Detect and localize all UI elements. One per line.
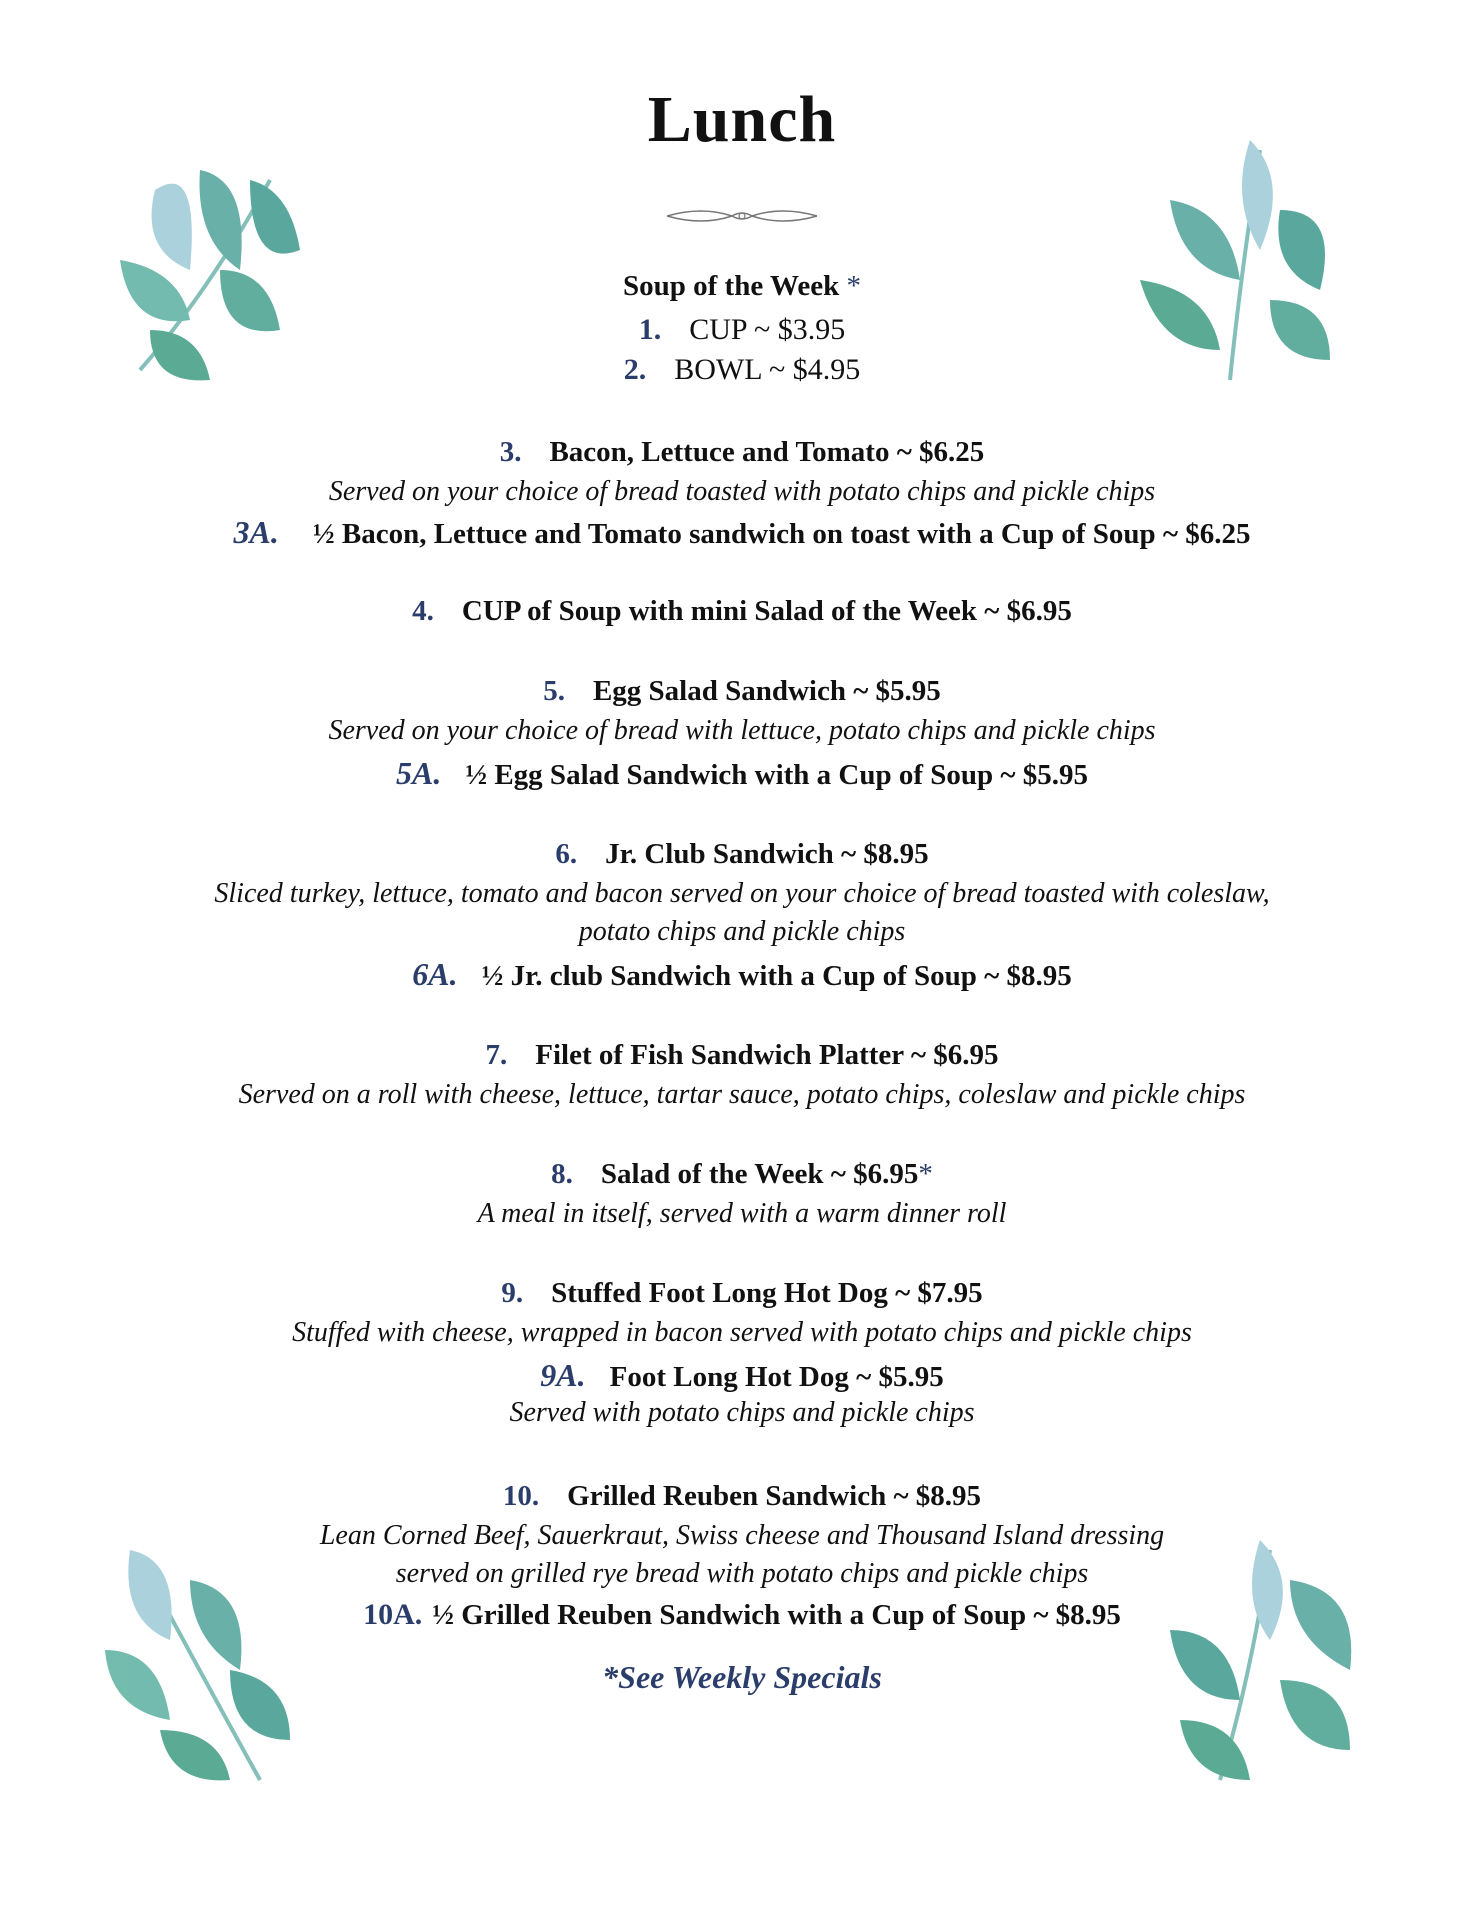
- item-asterisk: *: [918, 1158, 933, 1190]
- item-label: Stuffed Foot Long Hot Dog ~ $7.95: [551, 1277, 983, 1309]
- item-number: 9A.: [540, 1357, 586, 1393]
- item-number: 5.: [543, 675, 565, 707]
- page-title: Lunch: [647, 83, 837, 156]
- menu-item: [0, 516, 1484, 549]
- menu-item: [0, 677, 1484, 706]
- item-label: Jr. Club Sandwich ~ $8.95: [605, 838, 929, 870]
- item-description: potato chips and pickle chips: [578, 916, 906, 947]
- item-number: 3A.: [233, 514, 279, 550]
- menu-item: [0, 1160, 1484, 1189]
- item-label: ½ Jr. club Sandwich with a Cup of Soup ~ $8.95: [481, 960, 1072, 992]
- item-description: Served on your choice of bread with lettuce, potato chips and pickle chips: [328, 715, 1156, 746]
- menu-item: [0, 958, 1484, 991]
- item-label: ½ Bacon, Lettuce and Tomato sandwich on toast with a Cup of Soup ~ $6.25: [312, 518, 1251, 550]
- soup-option: [0, 315, 1484, 345]
- soup-asterisk: *: [846, 270, 861, 302]
- item-number: 10.: [502, 1480, 540, 1512]
- item-number: 9.: [501, 1277, 524, 1309]
- item-number: 8.: [551, 1158, 573, 1190]
- soup-heading: [0, 272, 1484, 301]
- ornament-divider-icon: [662, 204, 822, 228]
- soup-option: [0, 355, 1484, 385]
- soup-option-label: CUP ~ $3.95: [689, 313, 846, 346]
- item-number: 6A.: [412, 956, 458, 992]
- item-description: served on grilled rye bread with potato chips and pickle chips: [395, 1558, 1089, 1589]
- item-description: Served on a roll with cheese, lettuce, tartar sauce, potato chips, coleslaw and pickle chips: [238, 1079, 1246, 1110]
- soup-option-number: 1.: [638, 313, 662, 346]
- weekly-specials-note: *See Weekly Specials: [602, 1659, 882, 1695]
- item-description: Served on your choice of bread toasted with potato chips and pickle chips: [328, 476, 1156, 507]
- item-label: Foot Long Hot Dog ~ $5.95: [609, 1361, 944, 1393]
- item-label: Bacon, Lettuce and Tomato ~ $6.25: [549, 436, 985, 468]
- menu-item: [0, 1279, 1484, 1308]
- soup-option-number: 2.: [623, 353, 647, 386]
- item-label: ½ Egg Salad Sandwich with a Cup of Soup ~ $5.95: [465, 759, 1088, 791]
- item-description: A meal in itself, served with a warm dinner roll: [477, 1198, 1007, 1229]
- menu-item: [0, 1041, 1484, 1070]
- menu-item: [0, 1600, 1484, 1630]
- menu-item: [0, 597, 1484, 626]
- menu-item: [0, 840, 1484, 869]
- item-description: Served with potato chips and pickle chips: [509, 1397, 975, 1428]
- item-label: CUP of Soup with mini Salad of the Week ~ $6.95: [461, 595, 1072, 627]
- item-number: 6.: [555, 838, 578, 870]
- item-label: Salad of the Week ~ $6.95: [600, 1158, 919, 1190]
- item-number: 3.: [499, 436, 522, 468]
- item-number: 5A.: [396, 755, 442, 791]
- menu-item: [0, 1359, 1484, 1392]
- soup-heading-label: Soup of the Week: [623, 270, 840, 302]
- menu-item: [0, 1482, 1484, 1511]
- item-description: Stuffed with cheese, wrapped in bacon served with potato chips and pickle chips: [292, 1317, 1192, 1348]
- item-number: 4.: [412, 595, 434, 627]
- item-label: Filet of Fish Sandwich Platter ~ $6.95: [535, 1039, 999, 1071]
- menu-item: [0, 438, 1484, 467]
- soup-option-label: BOWL ~ $4.95: [674, 353, 861, 386]
- item-number: 7.: [485, 1039, 508, 1071]
- item-label: ½ Grilled Reuben Sandwich with a Cup of Soup ~ $8.95: [432, 1599, 1121, 1631]
- item-description: Sliced turkey, lettuce, tomato and bacon served on your choice of bread toasted with coleslaw,: [214, 878, 1270, 909]
- item-label: Grilled Reuben Sandwich ~ $8.95: [567, 1480, 982, 1512]
- item-label: Egg Salad Sandwich ~ $5.95: [592, 675, 941, 707]
- menu-item: [0, 757, 1484, 790]
- item-number: 10A.: [363, 1598, 423, 1631]
- item-description: Lean Corned Beef, Sauerkraut, Swiss cheese and Thousand Island dressing: [319, 1520, 1165, 1551]
